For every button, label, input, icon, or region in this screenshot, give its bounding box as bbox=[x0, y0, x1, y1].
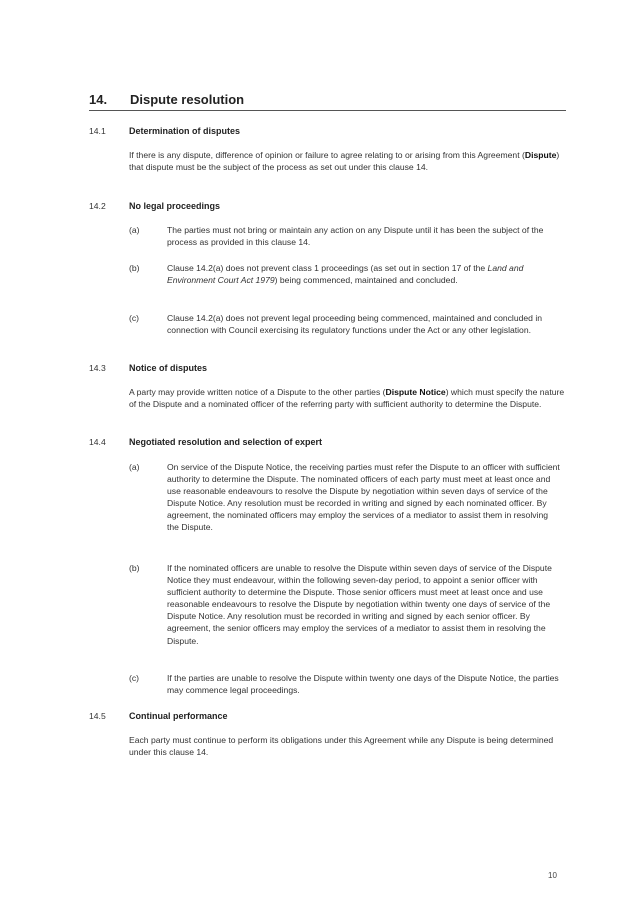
clause-title: Negotiated resolution and selection of expert bbox=[129, 437, 323, 447]
section-heading bbox=[89, 90, 566, 111]
clause-title: No legal proceedings bbox=[129, 201, 221, 211]
subclause-text: Clause 14.2(a) does not prevent legal proceeding being commenced, maintained and concluded in connection with Council exercising its regulatory functions under the Act or any other legislation. bbox=[167, 313, 543, 336]
text-run: ) which must specify the nature of the Dispute and a nominated officer of the referring party with sufficient authority to determine the Dispute. bbox=[129, 387, 565, 410]
subclause-text bbox=[167, 262, 562, 286]
clause-14-5-paragraph: Each party must continue to perform its obligations under this Agreement while any Dispute is being determined under this clause 14. bbox=[129, 735, 554, 758]
text-run: ) being commenced, maintained and concluded. bbox=[274, 275, 458, 286]
clause-title: Determination of disputes bbox=[129, 126, 241, 136]
subclause-label: (a) bbox=[129, 225, 140, 235]
defined-term: Dispute Notice bbox=[385, 387, 446, 397]
subclause-text: The parties must not bring or maintain any action on any Dispute until it has been the subject of the process as provided in this clause 14. bbox=[167, 225, 544, 248]
clause-14-3-paragraph bbox=[129, 386, 566, 410]
text-run: Clause 14.2(a) does not prevent class 1 proceedings (as set out in section 17 of the bbox=[167, 263, 488, 273]
clause-title: Notice of disputes bbox=[129, 363, 208, 373]
text-run: ) that dispute must be the subject of the process as set out under this clause 14. bbox=[129, 150, 560, 173]
section-title: Dispute resolution bbox=[130, 92, 245, 107]
subclause-label: (a) bbox=[129, 462, 140, 472]
clause-title: Continual performance bbox=[129, 711, 228, 721]
clause-number: 14.4 bbox=[89, 437, 106, 447]
subclause-label: (c) bbox=[129, 313, 140, 323]
subclause-text: On service of the Dispute Notice, the receiving parties must refer the Dispute to an officer with sufficient authority to determine the Dispute. The nominated officers of each party must meet at least once and use reasonable endeavours to resolve the Dispute by negotiation within seven days of service of the Dispute Notice. Any resolution must be recorded in writing and signed by each nominated officer. By agreement, the nominated officers may employ the services of a mediator to assist them in resolving the Dispute. bbox=[167, 462, 560, 533]
clause-number: 14.1 bbox=[89, 126, 106, 136]
subclause-text: If the parties are unable to resolve the Dispute within twenty one days of the Dispute Notice, the parties may commence legal proceedings. bbox=[167, 673, 559, 696]
defined-term: Dispute bbox=[524, 150, 557, 160]
clause-14-1-paragraph bbox=[129, 149, 566, 173]
page-number: 10 bbox=[548, 871, 557, 880]
text-run: A party may provide written notice of a Dispute to the other parties ( bbox=[129, 387, 386, 397]
subclause-label: (c) bbox=[129, 673, 140, 683]
section-number: 14. bbox=[89, 92, 108, 107]
clause-number: 14.2 bbox=[89, 201, 106, 211]
text-run: If there is any dispute, difference of opinion or failure to agree relating to or arising from this Agreement ( bbox=[129, 150, 525, 160]
clause-number: 14.3 bbox=[89, 363, 106, 373]
act-title: Land and Environment Court Act 1979 bbox=[167, 263, 524, 286]
subclause-label: (b) bbox=[129, 263, 140, 273]
clause-number: 14.5 bbox=[89, 711, 106, 721]
subclause-label: (b) bbox=[129, 563, 140, 573]
subclause-text: If the nominated officers are unable to resolve the Dispute within seven days of service of the Dispute Notice they must endeavour, within the following seven-day period, to appoint a senior officer with sufficient authority to determine the Dispute. Those senior officers must meet at least once and use reasonable endeavours to resolve the Dispute by negotiation within twenty one days of service of the Dispute Notice. Any resolution must be recorded in writing and signed by each senior officer. By agreement, the senior officers may employ the services of a mediator to assist them in resolving the Dispute. bbox=[167, 563, 552, 646]
